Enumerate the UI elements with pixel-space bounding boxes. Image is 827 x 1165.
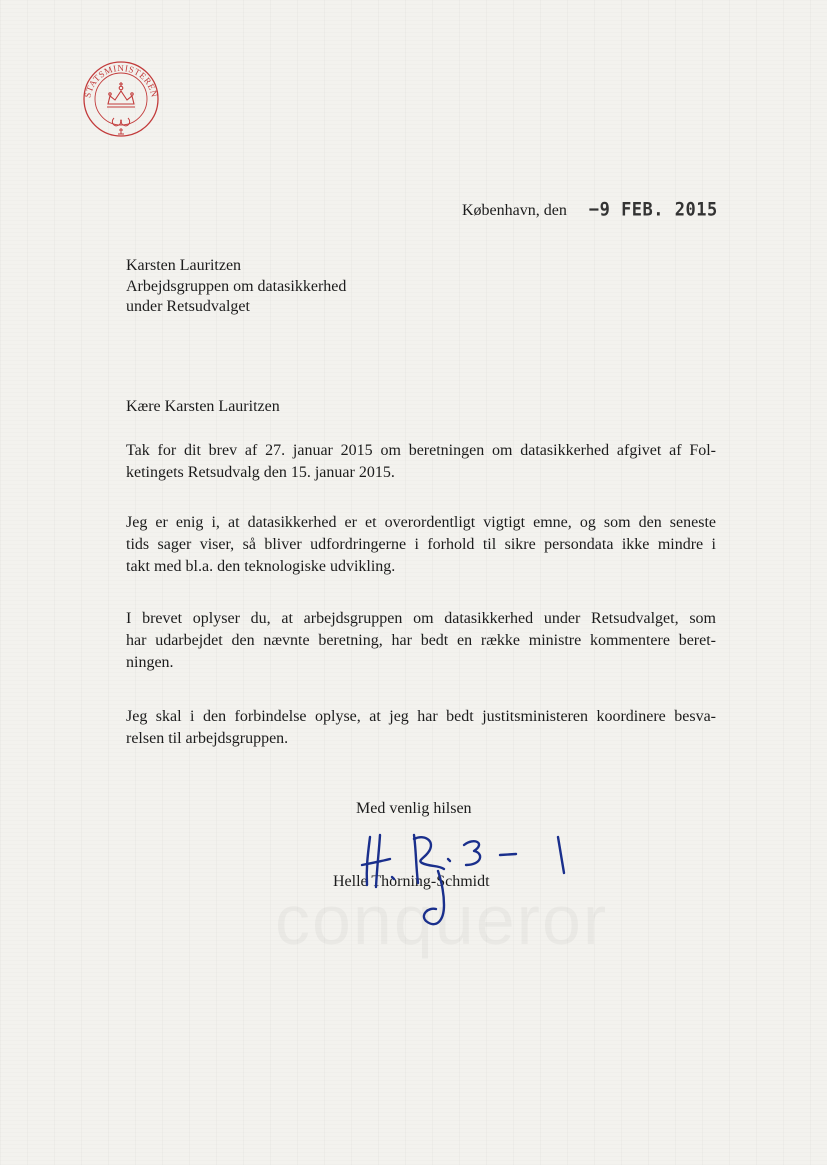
paragraph-1 bbox=[126, 440, 716, 484]
signer-name: Helle Thorning-Schmidt bbox=[333, 873, 490, 890]
recipient-address bbox=[126, 256, 346, 318]
crown-seal-icon bbox=[80, 58, 162, 142]
paragraph-line: takt med bl.a. den teknologiske udvikling. bbox=[126, 558, 396, 575]
paragraph-line: Jeg er enig i, at datasikkerhed er et overordentligt vigtigt emne, og som den seneste bbox=[126, 514, 716, 531]
closing: Med venlig hilsen bbox=[356, 800, 472, 817]
dateline-place: København, den bbox=[462, 202, 567, 219]
paragraph-line: I brevet oplyser du, at arbejdsgruppen om datasikkerhed under Retsudvalget, som bbox=[126, 610, 716, 627]
paragraph-4 bbox=[126, 706, 716, 750]
paragraph-line: tids sager viser, så bliver udfordringerne i forhold til sikre persondata ikke mindre i bbox=[126, 536, 716, 553]
paragraph-3 bbox=[126, 608, 716, 674]
paragraph-line: har udarbejdet den nævnte beretning, har bedt en række ministre kommentere beret- bbox=[126, 632, 716, 649]
dateline bbox=[462, 200, 718, 220]
seal-text: STATSMINISTEREN bbox=[82, 62, 160, 99]
paragraph-line: Jeg skal i den forbindelse oplyse, at jeg har bedt justitsministeren koordinere besva- bbox=[126, 708, 716, 725]
salutation: Kære Karsten Lauritzen bbox=[126, 398, 280, 415]
recipient-name: Karsten Lauritzen bbox=[126, 257, 242, 274]
paragraph-2 bbox=[126, 512, 716, 578]
svg-text:STATSMINISTEREN bbox=[82, 63, 159, 99]
paragraph-line: relsen til arbejdsgruppen. bbox=[126, 730, 289, 747]
paragraph-line: ningen. bbox=[126, 654, 174, 671]
recipient-line-3: under Retsudvalget bbox=[126, 298, 250, 315]
paragraph-line: Tak for dit brev af 27. januar 2015 om beretningen om datasikkerhed afgivet af Fol- bbox=[126, 442, 716, 459]
recipient-line-2: Arbejdsgruppen om datasikkerhed bbox=[126, 277, 347, 295]
handwritten-signature bbox=[340, 825, 590, 935]
paragraph-line: ketingets Retsudvalg den 15. januar 2015. bbox=[126, 464, 395, 481]
ministry-seal bbox=[80, 58, 162, 142]
date-stamp: −9 FEB. 2015 bbox=[588, 198, 718, 222]
